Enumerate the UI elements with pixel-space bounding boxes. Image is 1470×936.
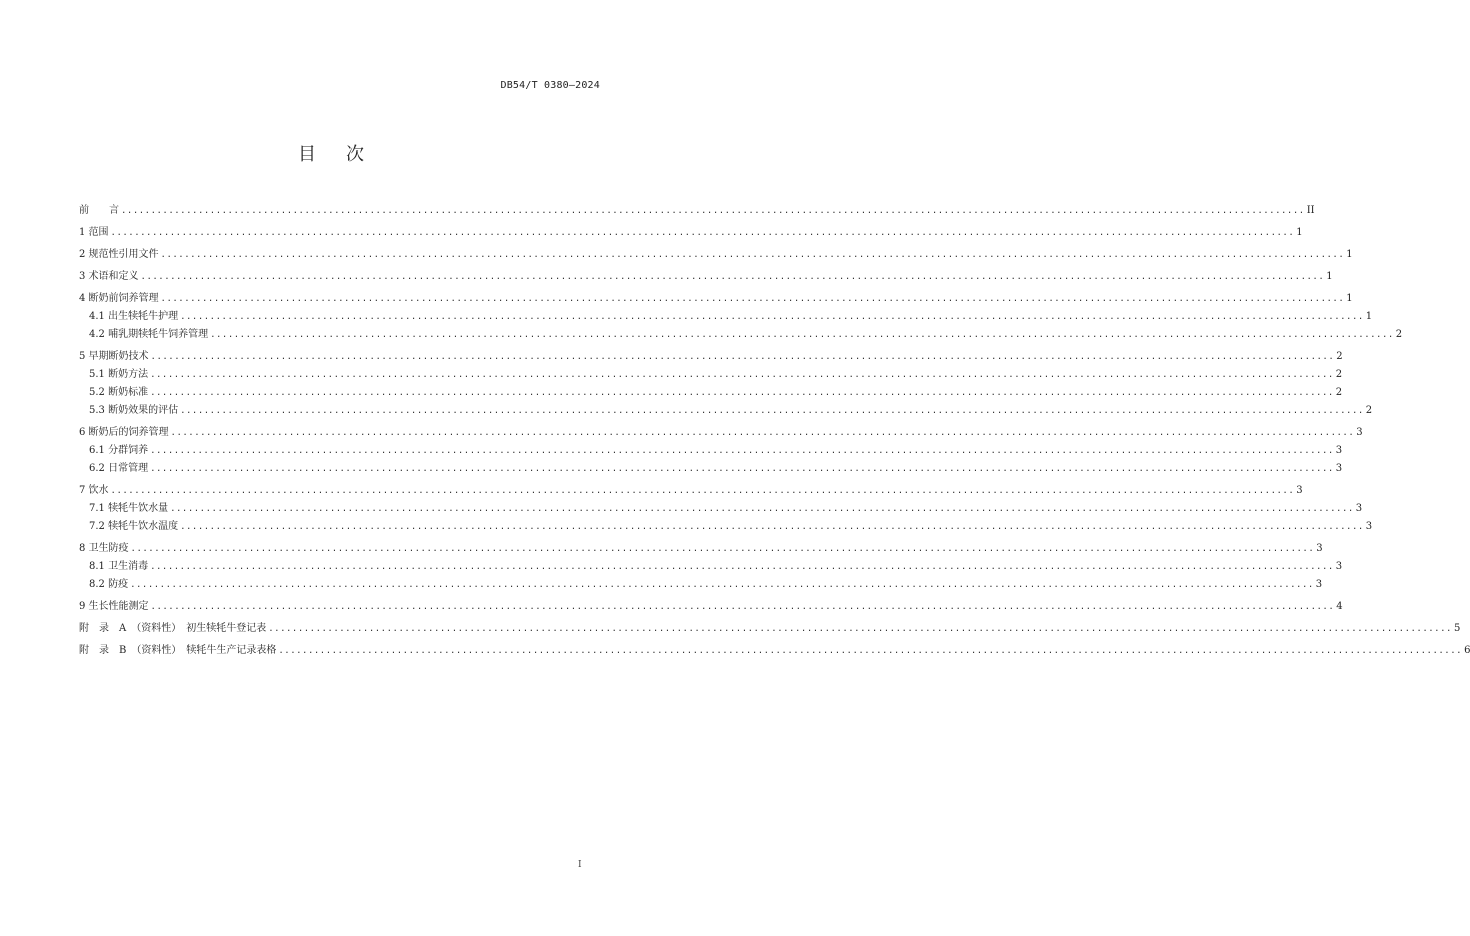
toc-entry[interactable] (79, 267, 1333, 283)
toc-entry-page: 1 (1296, 227, 1303, 238)
toc-entry-label: 5 早期断奶技术 (79, 351, 149, 362)
toc-entry[interactable] (79, 641, 1470, 657)
toc-entry[interactable] (79, 289, 1353, 305)
toc-entry-page: 1 (1365, 311, 1373, 322)
toc-entry[interactable] (79, 539, 1323, 555)
toc-entry[interactable] (79, 557, 1343, 573)
toc-leader-dots: ........................................................................................................................................................................................................ (180, 522, 1364, 532)
toc-entry[interactable] (79, 517, 1373, 533)
toc-entry-page: 3 (1335, 463, 1343, 474)
toc-entry-label: 5.1 断奶方法 (89, 369, 149, 380)
toc-entry-label: 7.2 犊牦牛饮水温度 (89, 521, 179, 532)
toc-entry-page: 4 (1336, 601, 1343, 612)
toc-entry-page: 2 (1395, 329, 1403, 340)
toc-leader-dots: ........................................................................................................................................................................................................ (160, 250, 1345, 260)
toc-entry[interactable] (79, 383, 1343, 399)
toc-leader-dots: ........................................................................................................................................................................................................ (130, 544, 1315, 554)
toc-title-part2: 次 (346, 144, 364, 165)
toc-entry-page: 3 (1335, 561, 1343, 572)
toc-entry-page: II (1306, 205, 1315, 216)
toc-leader-dots: ........................................................................................................................................................................................................ (110, 228, 1295, 238)
toc-entry-page: 2 (1336, 351, 1343, 362)
toc-entry[interactable] (79, 597, 1343, 613)
toc-entry-page: 1 (1326, 271, 1333, 282)
toc-entry[interactable] (79, 423, 1363, 439)
toc-entry-label: 9 生长性能测定 (79, 601, 149, 612)
toc-entry[interactable] (79, 307, 1373, 323)
toc-entry-label: 7.1 犊牦牛饮水量 (89, 503, 169, 514)
toc-title (0, 140, 662, 166)
toc-leader-dots: ........................................................................................................................................................................................................ (150, 370, 1334, 380)
page-number: I (578, 860, 582, 870)
toc-leader-dots: ........................................................................................................................................................................................................ (130, 580, 1314, 590)
toc-entry-label: 4.2 哺乳期犊牦牛饲养管理 (89, 329, 209, 340)
toc-entry-page: 2 (1365, 405, 1373, 416)
toc-entry-label: 4 断奶前饲养管理 (79, 293, 159, 304)
toc-leader-dots: ........................................................................................................................................................................................................ (140, 272, 1325, 282)
toc-entry-page: 1 (1346, 293, 1353, 304)
toc-entry-page: 3 (1315, 579, 1323, 590)
toc-entry-label: 6.2 日常管理 (89, 463, 149, 474)
toc-entry[interactable] (79, 201, 1315, 217)
toc-entry-label: 8 卫生防疫 (79, 543, 129, 554)
toc-entry[interactable] (79, 481, 1303, 497)
toc-list (79, 201, 1470, 657)
toc-entry[interactable] (79, 459, 1343, 475)
toc-leader-dots: ........................................................................................................................................................................................................ (150, 388, 1334, 398)
toc-entry-page: 3 (1356, 427, 1363, 438)
toc-entry-page: 6 (1464, 645, 1470, 656)
toc-entry-label: 8.1 卫生消毒 (89, 561, 149, 572)
toc-entry-page: 1 (1346, 249, 1353, 260)
toc-entry[interactable] (79, 499, 1363, 515)
toc-leader-dots: ........................................................................................................................................................................................................ (150, 602, 1335, 612)
toc-entry[interactable] (79, 401, 1373, 417)
toc-leader-dots: ........................................................................................................................................................................................................ (278, 646, 1463, 656)
toc-entry[interactable] (79, 245, 1353, 261)
toc-entry[interactable] (79, 441, 1343, 457)
toc-entry[interactable] (79, 619, 1461, 635)
toc-leader-dots: ........................................................................................................................................................................................................ (180, 406, 1364, 416)
toc-entry-label: 附 录 A （资料性） 初生犊牦牛登记表 (79, 623, 267, 634)
toc-entry-label: 6.1 分群饲养 (89, 445, 149, 456)
toc-leader-dots: ........................................................................................................................................................................................................ (110, 486, 1295, 496)
toc-leader-dots: ........................................................................................................................................................................................................ (170, 428, 1355, 438)
toc-leader-dots: ........................................................................................................................................................................................................ (121, 206, 1305, 216)
toc-entry[interactable] (79, 325, 1403, 341)
toc-entry-label: 3 术语和定义 (79, 271, 139, 282)
toc-entry-page: 2 (1335, 387, 1343, 398)
toc-entry-label: 8.2 防疫 (89, 579, 129, 590)
toc-entry[interactable] (79, 347, 1343, 363)
toc-leader-dots: ........................................................................................................................................................................................................ (210, 330, 1394, 340)
toc-entry-page: 3 (1335, 445, 1343, 456)
toc-entry-page: 2 (1335, 369, 1343, 380)
toc-leader-dots: ........................................................................................................................................................................................................ (180, 312, 1364, 322)
toc-entry-page: 3 (1296, 485, 1303, 496)
toc-entry-page: 3 (1365, 521, 1373, 532)
toc-title-part1: 目 (298, 144, 316, 165)
toc-leader-dots: ........................................................................................................................................................................................................ (150, 446, 1334, 456)
toc-entry-label: 5.3 断奶效果的评估 (89, 405, 179, 416)
toc-leader-dots: ........................................................................................................................................................................................................ (150, 562, 1334, 572)
toc-entry-label: 4.1 出生犊牦牛护理 (89, 311, 179, 322)
toc-entry-page: 3 (1355, 503, 1363, 514)
toc-leader-dots: ........................................................................................................................................................................................................ (150, 464, 1334, 474)
toc-leader-dots: ........................................................................................................................................................................................................ (160, 294, 1345, 304)
toc-entry-label: 附 录 B （资料性） 犊牦牛生产记录表格 (79, 645, 277, 656)
toc-leader-dots: ........................................................................................................................................................................................................ (170, 504, 1354, 514)
toc-entry-label: 6 断奶后的饲养管理 (79, 427, 169, 438)
toc-entry-label: 5.2 断奶标准 (89, 387, 149, 398)
toc-entry[interactable] (79, 365, 1343, 381)
toc-entry-label: 7 饮水 (79, 485, 109, 496)
toc-leader-dots: ........................................................................................................................................................................................................ (268, 624, 1452, 634)
toc-entry-page: 5 (1453, 623, 1461, 634)
toc-entry-label: 2 规范性引用文件 (79, 249, 159, 260)
toc-entry[interactable] (79, 575, 1323, 591)
toc-entry-label: 1 范围 (79, 227, 109, 238)
document-code: DB54/T 0380—2024 (500, 80, 600, 91)
toc-entry-page: 3 (1316, 543, 1323, 554)
toc-leader-dots: ........................................................................................................................................................................................................ (150, 352, 1335, 362)
toc-entry[interactable] (79, 223, 1303, 239)
toc-entry-label: 前 言 (79, 205, 119, 216)
